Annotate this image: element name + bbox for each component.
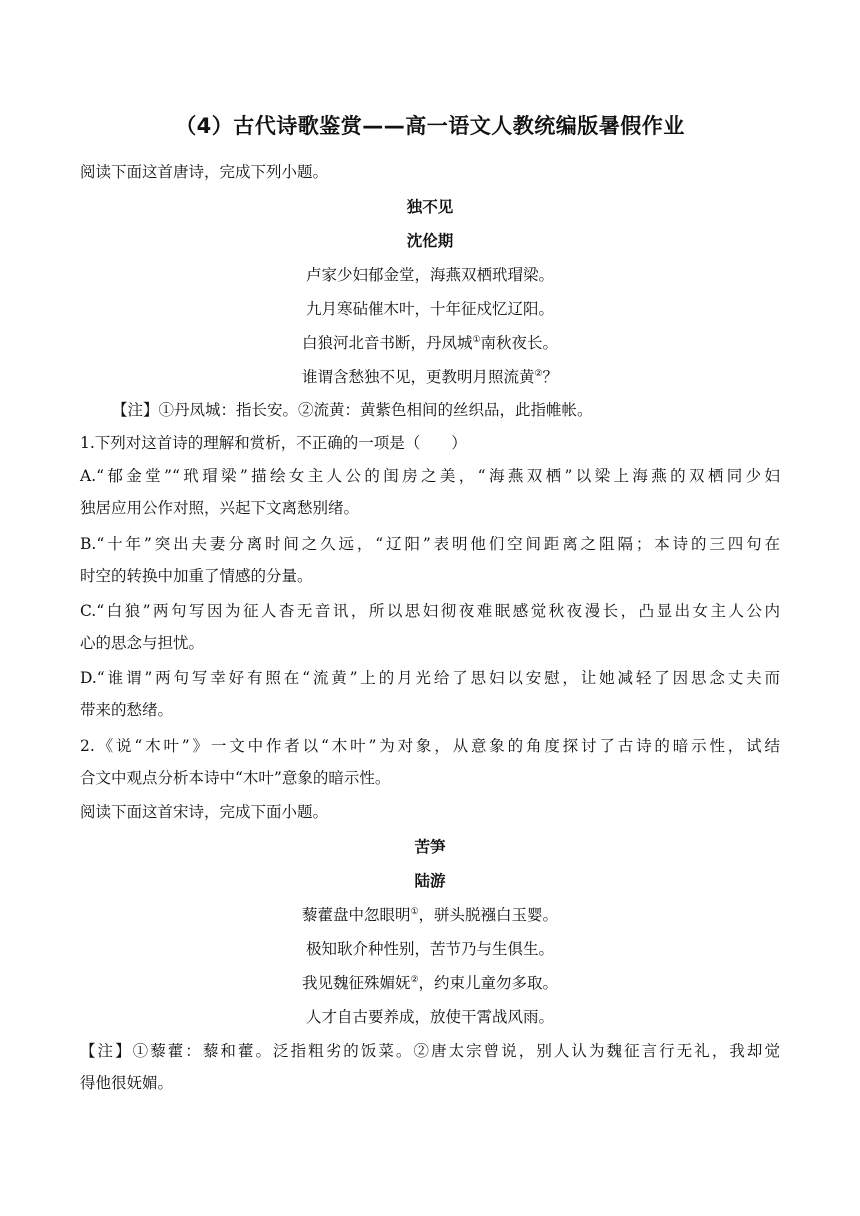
poem1-line-1: 卢家少妇郁金堂，海燕双栖玳瑁梁。	[305, 266, 554, 284]
poem2-line-3: 我见魏征殊媚妩②，约束儿童勿多取。	[301, 974, 559, 992]
poem1-line-2: 九月寒砧催木叶，十年征戍忆辽阳。	[305, 300, 554, 318]
poem2-line-1: 藜藿盘中忽眼明①，骈头脱襁白玉婴。	[301, 906, 559, 924]
question-2-line-2: 合文中观点分析本诗中“木叶”意象的暗示性。	[80, 769, 391, 787]
option-a-line-1: A.“郁金堂”“玳瑁梁”描绘女主人公的闺房之美，“海燕双栖”以梁上海燕的双栖同少妇	[80, 467, 780, 485]
option-d-line-1: D.“谁谓”两句写幸好有照在“流黄”上的月光给了思妇以安慰，让她减轻了因思念丈夫而	[80, 669, 780, 687]
poem2-note-line-1: 【注】①藜藿：藜和藿。泛指粗劣的饭菜。②唐太宗曾说，别人认为魏征言行无礼，我却觉	[80, 1042, 780, 1060]
footnote-marker-1: ①	[410, 906, 419, 917]
option-b-line-2: 时空的转换中加重了情感的分量。	[80, 567, 313, 585]
footnote-marker-1: ①	[472, 334, 481, 345]
poem2-line-2: 极知耿介种性别，苦节乃与生俱生。	[305, 940, 554, 958]
poem1-note: 【注】①丹凤城：指长安。②流黄：黄紫色相间的丝织品，此指帷帐。	[112, 401, 593, 419]
section2-intro: 阅读下面这首宋诗，完成下面小题。	[80, 803, 329, 821]
option-d-line-2: 带来的愁绪。	[80, 701, 174, 719]
poem1-line-3: 白狼河北音书断，丹凤城①南秋夜长。	[301, 334, 559, 352]
page-title: （4）古代诗歌鉴赏——高一语文人教统编版暑假作业	[175, 114, 685, 138]
poem2-title: 苦笋	[414, 837, 446, 856]
footnote-marker-2: ②	[410, 974, 419, 985]
poem2-line-4: 人才自古要养成，放使干霄战风雨。	[305, 1008, 554, 1026]
poem2-author: 陆游	[414, 871, 446, 890]
option-b-line-1: B.“十年”突出夫妻分离时间之久远，“辽阳”表明他们空间距离之阻隔；本诗的三四句在	[80, 535, 780, 553]
option-a-line-2: 独居应用公作对照，兴起下文离愁别绪。	[80, 499, 360, 517]
question-2-line-1: 2.《说“木叶”》一文中作者以“木叶”为对象，从意象的角度探讨了古诗的暗示性，试结	[80, 737, 780, 755]
poem1-author: 沈伦期	[406, 231, 454, 250]
poem1-line-4: 谁谓含愁独不见，更教明月照流黄②？	[301, 368, 559, 386]
option-c-line-1: C.“白狼”两句写因为征人杳无音讯，所以思妇彻夜难眠感觉秋夜漫长，凸显出女主人公内	[80, 602, 780, 620]
question-1: 1.下列对这首诗的理解和赏析，不正确的一项是（ ）	[80, 434, 467, 452]
option-c-line-2: 心的思念与担忧。	[80, 634, 205, 652]
footnote-marker-2: ②	[534, 368, 543, 379]
poem1-title: 独不见	[406, 197, 454, 216]
poem2-note-line-2: 得他很妩媚。	[80, 1074, 174, 1092]
section1-intro: 阅读下面这首唐诗，完成下列小题。	[80, 163, 329, 181]
